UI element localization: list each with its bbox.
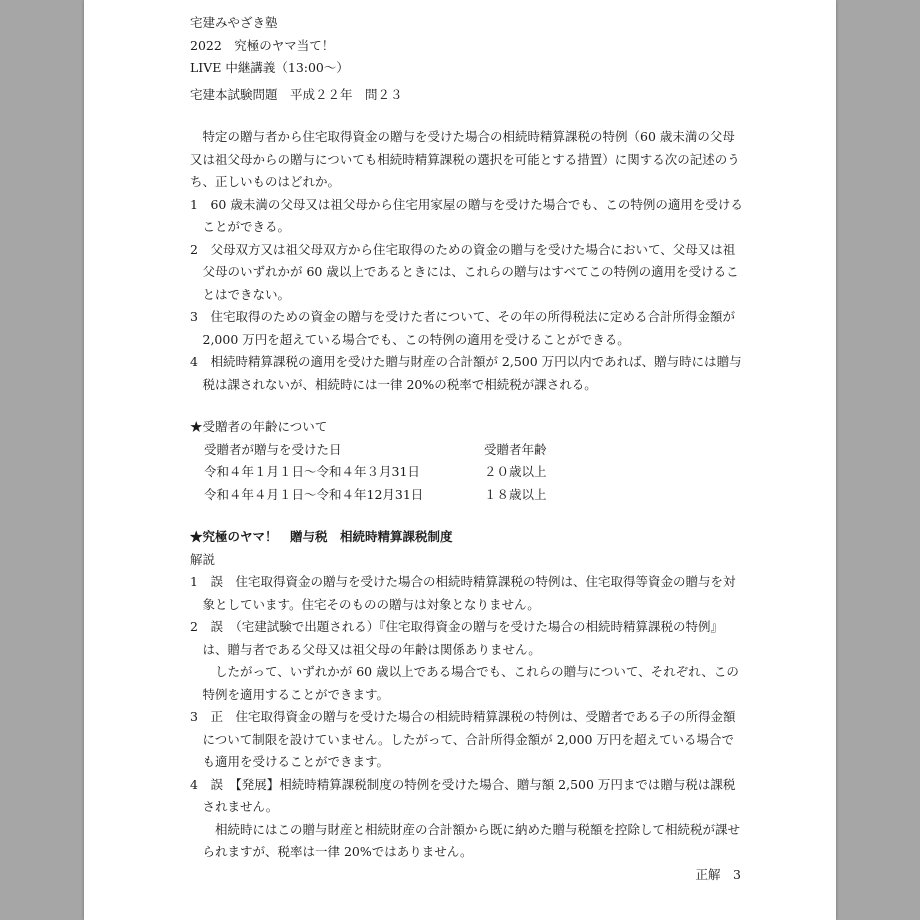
document-content xyxy=(190,12,745,886)
age-table-date: 令和４年４月１日〜令和４年12月31日 xyxy=(204,486,424,502)
explanation-item-2-cont: したがって、いずれかが 60 歳以上である場合でも、これらの贈与について、それぞれ、この特例を適用することができます。 xyxy=(202,664,739,702)
explanation-label: 解説 xyxy=(190,551,216,567)
correct-answer: 正解 3 xyxy=(695,866,741,882)
explanation-item-3: 3 正 住宅取得資金の贈与を受けた場合の相続時精算課税の特例は、受贈者である子の所得金額について制限を設けていません。したがって、合計所得金額が 2,000 万円を超えている場合でも適用を受けることができます。 xyxy=(190,709,736,769)
document-page xyxy=(84,0,836,920)
question-intro: 特定の贈与者から住宅取得資金の贈与を受けた場合の相続時精算課税の特例（60 歳未満の父母又は祖父母からの贈与についても相続時精算課税の選択を可能とする措置）に関する次の記述のうち、正しいものはどれか。 xyxy=(190,129,740,189)
exam-reference: 宅建本試験問題 平成２２年 問２３ xyxy=(190,86,403,102)
age-table-age: １８歳以上 xyxy=(484,486,547,502)
age-table-age: ２０歳以上 xyxy=(484,464,547,479)
age-section-title: ★受贈者の年齢について xyxy=(190,419,328,434)
explanation-title: ★究極のヤマ！ 贈与税 相続時精算課税制度 xyxy=(190,529,453,544)
question-option-2: 2 父母双方又は祖父母双方から住宅取得のための資金の贈与を受けた場合において、父母又は祖父母のいずれかが 60 歳以上であるときには、これらの贈与はすべてこの特例の適用を受けることはできない。 xyxy=(190,241,739,302)
age-table-date: 令和４年１月１日〜令和４年３月31日 xyxy=(204,464,420,479)
question-option-1: 1 60 歳未満の父母又は祖父母から住宅用家屋の贈与を受けた場合でも、この特例の適用を受けることができる。 xyxy=(190,196,743,234)
table-row xyxy=(190,461,745,484)
age-table-header-age: 受贈者年齢 xyxy=(484,441,547,457)
explanation-item-4: 4 誤 【発展】相続時精算課税制度の特例を受けた場合、贈与額 2,500 万円までは贈与税は課税されません。 xyxy=(190,776,736,814)
question-option-4: 4 相続時精算課税の適用を受けた贈与財産の合計額が 2,500 万円以内であれば、贈与時には贈与税は課されないが、相続時には一律 20%の税率で相続税が課される。 xyxy=(190,354,742,392)
age-table-header-date: 受贈者が贈与を受けた日 xyxy=(204,441,342,457)
age-table-header xyxy=(190,439,745,462)
live-lecture: LIVE 中継講義（13:00〜） xyxy=(190,60,349,75)
explanation-item-4-cont: 相続時にはこの贈与財産と相続財産の合計額から既に納めた贈与税額を控除して相続税が課せられますが、税率は一律 20%ではありません。 xyxy=(202,821,741,859)
series-title: 2022 究極のヤマ当て！ xyxy=(190,37,335,53)
explanation-item-1: 1 誤 住宅取得資金の贈与を受けた場合の相続時精算課税の特例は、住宅取得等資金の贈与を対象としています。住宅そのものの贈与は対象となりません。 xyxy=(190,574,736,612)
table-row xyxy=(190,484,745,507)
question-option-3: 3 住宅取得のための資金の贈与を受けた者について、その年の所得税法に定める合計所得金額が 2,000 万円を超えている場合でも、この特例の適用を受けることができる。 xyxy=(190,309,735,347)
explanation-item-2: 2 誤 （宅建試験で出題される）『住宅取得資金の贈与を受けた場合の相続時精算課税の特例』は、贈与者である父母又は祖父母の年齢は関係ありません。 xyxy=(190,619,723,657)
school-name: 宅建みやざき塾 xyxy=(190,15,278,30)
